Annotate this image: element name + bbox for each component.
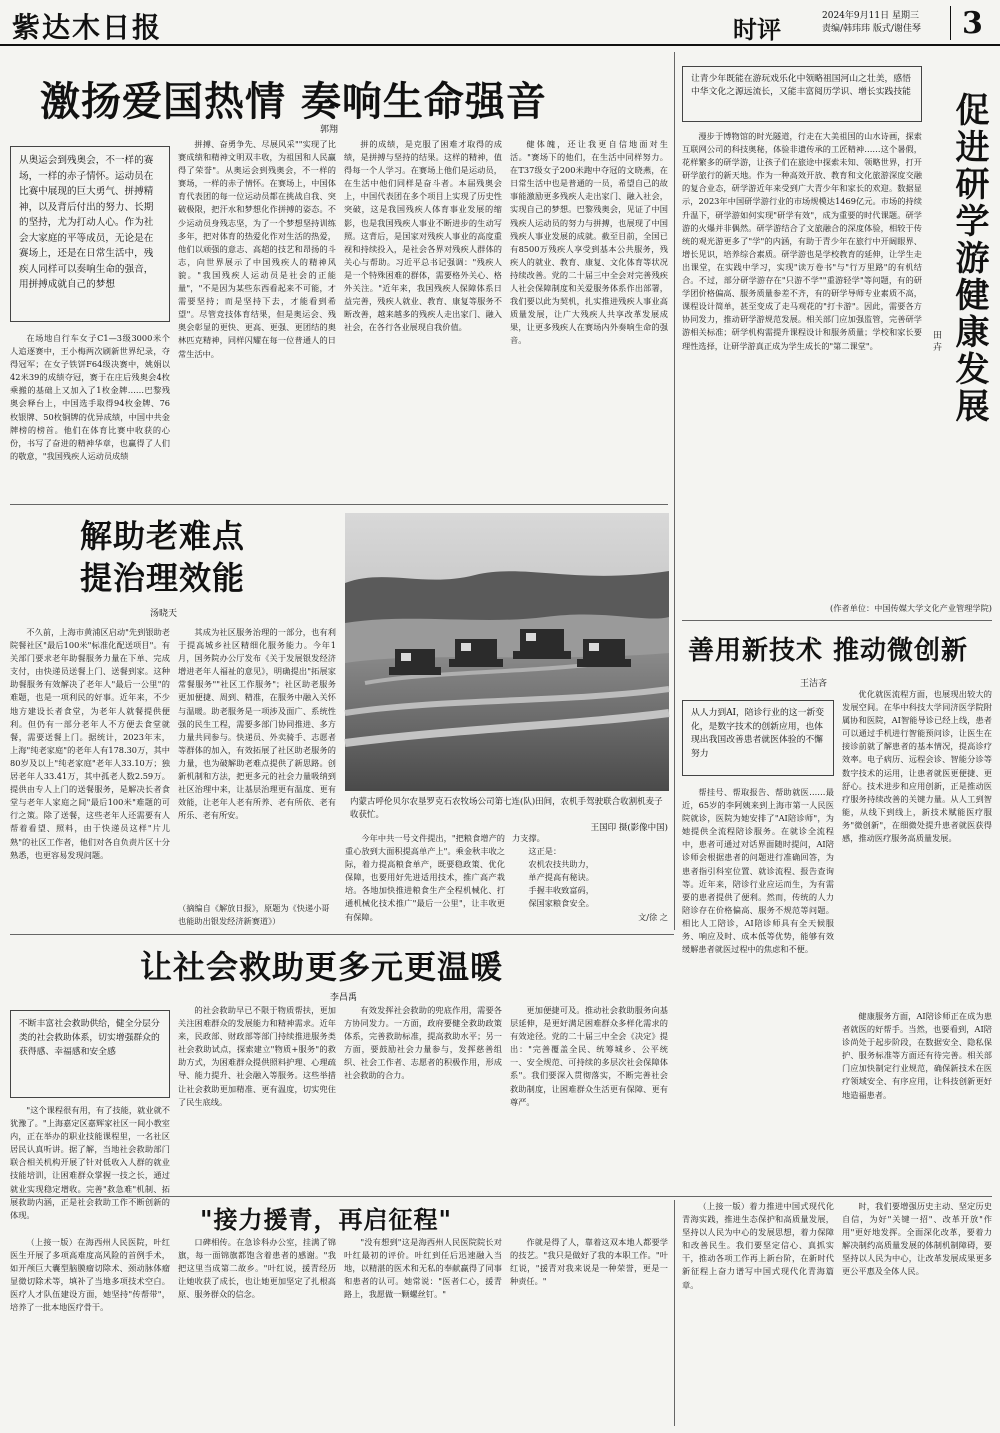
- poem-intro-text: 今年中共一号文件提出，"把粮食增产的重心放到大面积提高单产上"。乘金秋丰收之际，着力提高粮食单产，既要稳政策、优化保障，也要用好先进适用技术，推广高产栽培。各地加快推进粮食生产全程机械化、打通机械化技术推广"最后一公里"，让丰收更有保障。: [345, 833, 505, 922]
- article5-col2-text: 的社会救助早已不限于物质帮扶，更加关注困难群众的发展能力和精神需求。近年来，民政部、财政部等部门持续推进服务类社会救助试点，探索建立"物质+服务"的救助方式，为困难群众提供照料护理、心理疏导、能力提升、社会融入等服务。这些举措让社会救助更加精准、更有温度，切实兜住了民生底线。: [178, 1005, 336, 1107]
- article2-title-line1: 解助老难点: [80, 517, 246, 555]
- divider: [674, 52, 675, 930]
- article2-col2-text: 其成为社区服务治理的一部分，也有利于提高城乡社区精细化服务能力。今年1月，国务院办公厅发布《关于发展银发经济增进老年人福祉的意见》，明确提出"拓展家常餐服务""社区工作服务"；社区助老服务更加便捷、周到、精准，在服务中融入关怀与温暖。助老服务是一项涉及面广、系统性强的民生工程，需要多部门协同推进、多方力量共同参与。快递员、外卖骑手、志愿者等群体的加入，有效拓展了社区助老服务的力量，也为破解助老难点提供了新思路。创新机制和方法，把更多元的社会力量吸纳到社区治理中来，让基层治理更有温度、更有效能，让老年人老有所养、老有所依、老有所乐、老有所安。: [178, 627, 336, 821]
- page-number-divider: [950, 6, 951, 40]
- article3-footer: [682, 602, 992, 616]
- article3-lead: 让青少年既能在游玩戏乐化中领略祖国河山之壮美，感悟中华文化之源远流长，又能丰富阅历学识、增长实践技能: [682, 66, 922, 122]
- poem-author: 文/徐 之: [638, 911, 668, 922]
- article2-source-text: （摘编自《解放日报》，原题为《快递小哥也能助出银发经济新赛道》）: [178, 903, 330, 927]
- article2-title-line2: 提治理效能: [80, 559, 246, 597]
- harvest-photo: [345, 513, 669, 791]
- article1-author: 郭翔: [320, 125, 339, 135]
- article1-col3: [344, 138, 502, 496]
- article6-col5: [682, 1200, 834, 1426]
- poem-line: 保国家粮食安全。: [528, 898, 594, 909]
- article6-col1-text: （上接一版）在海西州人民医院，叶红医生开展了多项高难度高风险的首例手术，如开颅巨大囊型脑膜瘤切除术、颈动脉体瘤显微切除术等，填补了当地多项技术空白。医疗人才队伍建设方面，她坚持"传帮带"，培养了一批本地医疗骨干。: [10, 1237, 170, 1313]
- article5-author: 李昌禹: [330, 993, 358, 1003]
- poem-intro: [345, 832, 505, 928]
- divider: [10, 504, 668, 505]
- article5-col4: [510, 1004, 668, 1190]
- article5-title: 让社会救助更多元更温暖: [140, 948, 504, 986]
- section-title: 时评: [733, 15, 781, 44]
- poem-line: 单产提高有秘诀。: [528, 872, 594, 883]
- article6-col6-text: 时，我们要增强历史主动、坚定历史自信，为好"关键一招"、改革开放"作用"更好地发挥。全面深化改革，要着力解决制约高质量发展的体制机制障碍，要坚持以人民为中心，让改革发展成果更多更公平惠及全体人民。: [842, 1201, 992, 1277]
- article1-col4: [510, 138, 668, 496]
- article6-col2-text: 口碑相传。在急诊科办公室，挂满了锦旗，每一面锦旗都饱含着患者的感谢。"我把这里当成第二故乡。"叶红说，援青经历让她收获了成长，也让她更加坚定了扎根高原、服务群众的信念。: [178, 1237, 336, 1300]
- article6-col1: [10, 1236, 170, 1426]
- issue-meta: [822, 10, 921, 36]
- article1-col3-text: 拼的成绩，是克服了困难才取得的成绩，是拼搏与坚持的结果。这样的精神，值得每一个人学习。在赛场上他们是运动员，在生活中他们同样是奋斗者。本届残奥会上，中国代表团在多个项目上实现了历史性突破，这是我国残疾人体育事业发展的缩影，也是我国残疾人事业不断进步的生动写照。这背后，是国家对残疾人事业的高度重视和持续投入，是社会各界对残疾人群体的关心与帮助。习近平总书记强调："残疾人是一个特殊困难的群体，需要格外关心、格外关注。"近年来，我国残疾人保障体系日益完善，残疾人就业、教育、康复等服务不断改善，越来越多的残疾人走出家门、融入社会，在各行各业展现自我价值。: [344, 139, 502, 333]
- divider: [10, 934, 674, 935]
- issue-date: 2024年9月11日 星期三: [822, 11, 919, 21]
- article4-author: 王洁吝: [800, 679, 828, 689]
- photo-caption-text: 内蒙古呼伦贝尔农垦罗克石农牧场公司第七连(队)田间，农机手驾驶联合收割机麦子收获忙。: [350, 797, 663, 820]
- article1-lead: 从奥运会到残奥会，不一样的赛场，一样的赤子情怀。运动员在比赛中展现的巨大勇气、拼搏精神，以及背后付出的努力、长期的坚持，尤为打动人心。作为社会大家庭的平等成员，无论是在赛场上，还是在日常生活中，残疾人同样可以奏响生命的强音，用拼搏成就自己的梦想: [10, 146, 170, 322]
- article3-body: [682, 130, 922, 600]
- paper-logo: 紫达木日报: [12, 11, 163, 44]
- article5-col3-text: 有效发挥社会救助的兜底作用，需要各方协同发力。一方面，政府要健全救助政策体系，完善救助标准，提高救助水平；另一方面，要鼓励社会力量参与，发挥慈善组织、社会工作者、志愿者的积极作用，形成社会救助的合力。: [344, 1005, 502, 1081]
- article5-col1: [10, 1104, 170, 1220]
- article4-lead: 从人力到AI，陪诊行业的这一新变化，是数字技术的创新应用，也体现出我国改善患者就医体验的不懈努力: [682, 700, 834, 776]
- poem-line: 这正是：: [528, 846, 562, 857]
- divider: [674, 1200, 675, 1426]
- poem-lines: [512, 832, 668, 928]
- article2-author: 汤晓天: [150, 609, 178, 619]
- article3-title: 促进研学游健康发展: [949, 92, 989, 425]
- article6-col3-text: "没有想到"这是海西州人民医院院长对叶红最初的评价。叶红到任后迅速融入当地，以精湛的医术和无私的奉献赢得了同事和患者的认可。她常说："医者仁心，援青路上，我愿做一颗螺丝钉。": [344, 1237, 502, 1300]
- article4-col3-text: 健康服务方面，AI陪诊师正在成为患者就医的好帮手。当然，也要看到，AI陪诊尚处于起步阶段，在数据安全、隐私保护、服务标准等方面还有待完善。相关部门应加快制定行业规范，确保新技术在医疗领域安全、有序应用，让科技创新更好地造福患者。: [842, 1011, 992, 1100]
- article6-col4-text: 作就是得了人，靠着这双本地人都要学的技艺。"我只是做好了我的本职工作。"叶红说，"援青对我来说是一种荣誉，更是一种责任。": [510, 1237, 668, 1287]
- article4-col2: [842, 688, 992, 1008]
- article6-col2: [178, 1236, 336, 1426]
- article4-title: 善用新技术 推动微创新: [688, 636, 969, 666]
- divider: [10, 1196, 992, 1197]
- article2-col2: [178, 626, 336, 900]
- article2-title: [80, 515, 245, 599]
- article4-col1: [682, 786, 834, 1186]
- masthead-rule: [0, 44, 1000, 46]
- article5-col3: [344, 1004, 502, 1190]
- photo-credit: 王国印 摄(影像中国): [590, 823, 668, 833]
- article5-col2: [178, 1004, 336, 1190]
- article6-title: "接力援青，再启征程": [200, 1205, 453, 1234]
- poem-line: 农机农技共助力，: [528, 859, 594, 870]
- divider: [682, 620, 992, 621]
- article2-source: [178, 902, 336, 928]
- editors-line: 责编/韩玮玮 版式/谢佳琴: [822, 24, 921, 34]
- article5-lead: 不断丰富社会救助供给，健全分层分类的社会救助体系，切实增强群众的获得感、幸福感和安全感: [10, 1010, 170, 1098]
- article6-col6: [842, 1200, 992, 1426]
- article6-col3: [344, 1236, 502, 1426]
- poem-line: 力支撑。: [512, 833, 545, 843]
- article1-col4-text: 健体魄，还让我更自信地面对生活。"赛场下的他们，在生活中同样努力。在T37级女子200米跑中夺冠的文晓燕，在日常生活中也是普通的一员，希望自己的故事能激励更多残疾人走出家门、融入社会，实现自己的梦想。巴黎残奥会，见证了中国残疾人运动员的努力与拼搏，也展现了中国残疾人事业发展的成就。截至目前，全国已有8500万残疾人享受到基本公共服务，残疾人的就业、教育、康复、文化体育等状况持续改善。党的二十届三中全会对完善残疾人社会保障制度和关爱服务体系作出部署，我们要以此为契机，扎实推进残疾人事业高质量发展，让广大残疾人共享改革发展成果，让更多残疾人在赛场内外奏响生命的强音。: [510, 139, 668, 346]
- page-number: 3: [962, 6, 983, 41]
- article6-col5-text: （上接一版）着力推进中国式现代化青海实践，推进生态保护和高质量发展，坚持以人民为中心的发展思想，着力保障和改善民生。我们要坚定信心、真抓实干，推动各项工作再上新台阶，在新时代新征程上奋力谱写中国式现代化青海篇章。: [682, 1201, 834, 1290]
- article4-col2-text: 优化就医流程方面，也展现出较大的发展空间。在华中科技大学同济医学院附属协和医院，AI智能导诊已经上线，患者可以通过手机进行智能预问诊，让医生在接诊前就了解患者的基本情况，提高诊疗效率。电子病历、远程会诊、智能分诊等数字技术的运用，让患者就医更便捷、更舒心。技术进步和应用创新，正是推动医疗服务持续改善的关键力量。从人工到智能，从线下到线上，新技术赋能医疗服务"微创新"，在细微处提升患者就医获得感，推动医疗服务高质量发展。: [842, 689, 992, 844]
- article6-col4: [510, 1236, 668, 1426]
- article1-col1: [10, 332, 170, 496]
- article1-col1-text: 在场地自行车女子C1—3级3000米个人追逐赛中，王小梅两次刷新世界纪录，夺得冠军；在女子铁饼F64级决赛中，姚娟以42米39的成绩夺冠，赛于在庄后残奥会4枚乘搬的基础上又加入了1枚金牌……巴黎残奥会释台上，中国选手取得94枚金牌、76枚银牌、50枚铜牌的优异成绩，中国中共金牌榜的榜首。他们在体育比赛中收获的心份，书写了奋进的精神华章，也赢得了人们的敬意，"我国残疾人运动员成绩: [10, 333, 170, 461]
- article4-col3: [842, 1010, 992, 1186]
- article3-footer-text: (作者单位：中国传媒大学文化产业管理学院): [830, 603, 992, 613]
- photo-caption: [350, 796, 668, 835]
- article1-col2: [178, 138, 336, 496]
- article2-col1-text: 不久前，上海市黄浦区启动"先到银助老院餐社区"最后100米"标准化配送项目"。有关部门要求老年助餐服务力量在下单、完成支付，由快递员送餐上门、送餐到家。这种助餐服务有效解决了老年人"最后一公里"的难题，也是一项利民的好事。近年来，不少地方建设长者食堂，为老年人就餐提供便利。但仍有一部分老年人不方便去食堂就餐，需要送餐上门。据统计，2023年末，上海"纯老家庭"的老年人有178.30万，其中80岁及以上"纯老家庭"老年人33.10万；独居老年人33.41万，其中孤老人数2.59万。提供由专人上门的送餐服务，是解决长者食堂与老年人家庭之间"最后100米"难题的可行之策。除了送餐，这些老年人还需要有人帮着看望、照料，由于快递员这样"片儿熟"的社区工作者，他们对各自负责片区十分熟悉，也更容易发现问题。: [10, 627, 170, 860]
- harvest-photo-image: [345, 513, 669, 791]
- article4-col1-text: 帮挂号、帮取报告、帮助就医……最近，65岁的李阿姨来到上海市第一人民医院就诊，医院为她安排了"AI陪诊师"，为她提供全流程陪诊服务。在就诊全流程中，患者可通过对话界面随时提问，AI陪诊师会根据患者的问题进行准确回答，为患者指引科室位置、就诊流程、报告查询等。近年来，陪诊行业应运而生，为有需要的患者提供了便利。然而，传统的人力陪诊存在价格偏高、服务不规范等问题。相比人工陪诊，AI陪诊师具有全天候服务、响应及时、成本低等优势，能够有效缓解患者就医过程中的焦虑和不便。: [682, 787, 834, 955]
- article5-col4-text: 更加便捷可及。推动社会救助服务向基层延伸，是更好满足困难群众多样化需求的有效途径。党的二十届三中全会《决定》提出："完善覆盖全民、统筹城乡、公平统一、安全规范、可持续的多层次社会保障体系"。我们要深入贯彻落实，不断完善社会救助制度，让困难群众生活更有保障、更有尊严。: [510, 1005, 668, 1107]
- article3-body-text: 漫步于博物馆的时光隧道，行走在大美祖国的山水诗画，探索互联网公司的科技奥秘，体验非遗传承的工匠精神……这个暑假，花样繁多的研学游，让孩子们在旅途中探索未知、领略世界，打开研学旅行的新天地。作为一种高效开放、教育和文化旅游深度交融的复合业态，研学游近年来受到广大青少年和家长的欢迎。数据显示，2023年中国研学游行业的市场规模达1469亿元。市场的持续升温下，研学游如何实现"研学有效"，成为重要的时代课题。研学游的火爆并非偶然。研学游结合了文旅融合的深度体验，相较于传统的观光游更多了"学"的内涵，有助于青少年在旅行中开阔眼界、增长见识，培养综合素质。研学游也是学校教育的延伸，让学生走出课堂，在实践中学习，实现"读万卷书"与"行万里路"的有机结合。不过，部分研学游存在"只游不学""重游轻学"等问题，有的研学团价格偏高、服务质量参差不齐，有的研学导师专业素质不高，课程设计简单，甚至变成了走马观花的"打卡游"。因此，需要各方协同发力，推动研学游规范发展。相关部门应加强监管，完善研学游相关标准；研学机构需提升课程设计和服务质量；学校和家长要理性选择，让研学游真正成为学生成长的"第二课堂"。: [682, 131, 922, 351]
- article1-col2-text: 拼搏、奋勇争先、尽展风采""实现了比赛成绩和精神文明双丰收，为祖国和人民赢得了荣誉"。从奥运会到残奥会，不一样的赛场，一样的赤子情怀。在赛场上，中国体育代表团的每一位运动员都在挑战自我、突破极限，把汗水和梦想化作拼搏的姿态。不少运动员身残志坚，为了一个梦想坚持训练多年，把对体育的热爱化作对生活的热爱，他们以顽强的意志、高超的技艺和昂扬的斗志，向世界展示了中国残疾人的精神风貌。"我国残疾人运动员是社会的正能量"，"不是因为某些东西看起来不可能，才需要坚持；而是坚持下去，才能看到希望"。尽管竞技体育结果，但是奥运会、残奥会彰显的更快、更高、更强、更团结的奥林匹克精神，同样闪耀在每一位普通人的日常生活中。: [178, 139, 336, 359]
- article2-col1: [10, 626, 170, 926]
- article3-author: 田 卉: [931, 330, 941, 351]
- poem-line: 手握丰收致富码，: [528, 885, 594, 896]
- article5-col1-text: "这个课程很有用，有了技能，就业就不犹豫了。"上海嘉定区嘉辉家社区一间小教室内，正在举办的职业技能课程里，一名社区居民认真听讲。据了解，当地社会救助部门联合相关机构开展了针对低收入人群的就业技能培训，让困难群众掌握一技之长，通过就业实现稳定增收。完善"救急难"机制、拓展救助内涵，正是社会救助工作不断创新的体现。: [10, 1105, 170, 1220]
- article1-title: 激扬爱国热情 奏响生命强音: [40, 78, 547, 125]
